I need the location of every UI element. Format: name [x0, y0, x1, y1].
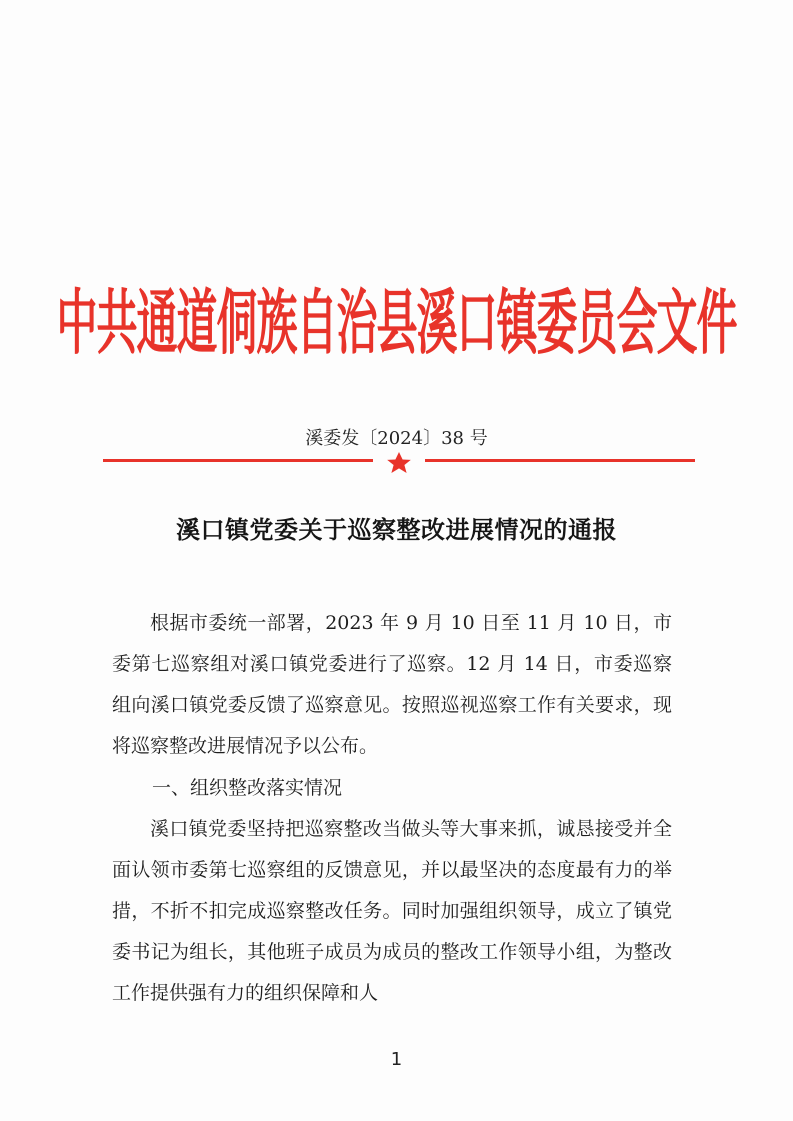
red-separator-rule: [103, 452, 695, 474]
body-paragraph-1: 根据市委统一部署，2023 年 9 月 10 日至 11 月 10 日，市委第七巡察组对溪口镇党委进行了巡察。12 月 14 日，市委巡察组向溪口镇党委反馈了巡察意见。按照巡视巡察工作有关要求，现将巡察整改进展情况予以公布。: [112, 612, 672, 757]
body-paragraph-2: 溪口镇党委坚持把巡察整改当做头等大事来抓，诚恳接受并全面认领市委第七巡察组的反馈意见，并以最坚决的态度最有力的举措，不折不扣完成巡察整改任务。同时加强组织领导，成立了镇党委书记为组长，其他班子成员为成员的整改工作领导小组，为整改工作提供强有力的组织保障和人: [112, 818, 672, 1004]
document-number: 溪委发〔2024〕38 号: [305, 428, 488, 449]
red-rule-right-line: [425, 459, 695, 462]
document-heading: 溪口镇党委关于巡察整改进展情况的通报: [176, 515, 617, 544]
page-number: 1: [390, 1049, 403, 1070]
red-rule-left-line: [103, 459, 373, 462]
document-header-title: 中共通道侗族自治县溪口镇委员会文件: [56, 281, 737, 365]
section-heading-1: 一、组织整改落实情况: [152, 777, 343, 799]
red-star-icon: [387, 452, 411, 473]
